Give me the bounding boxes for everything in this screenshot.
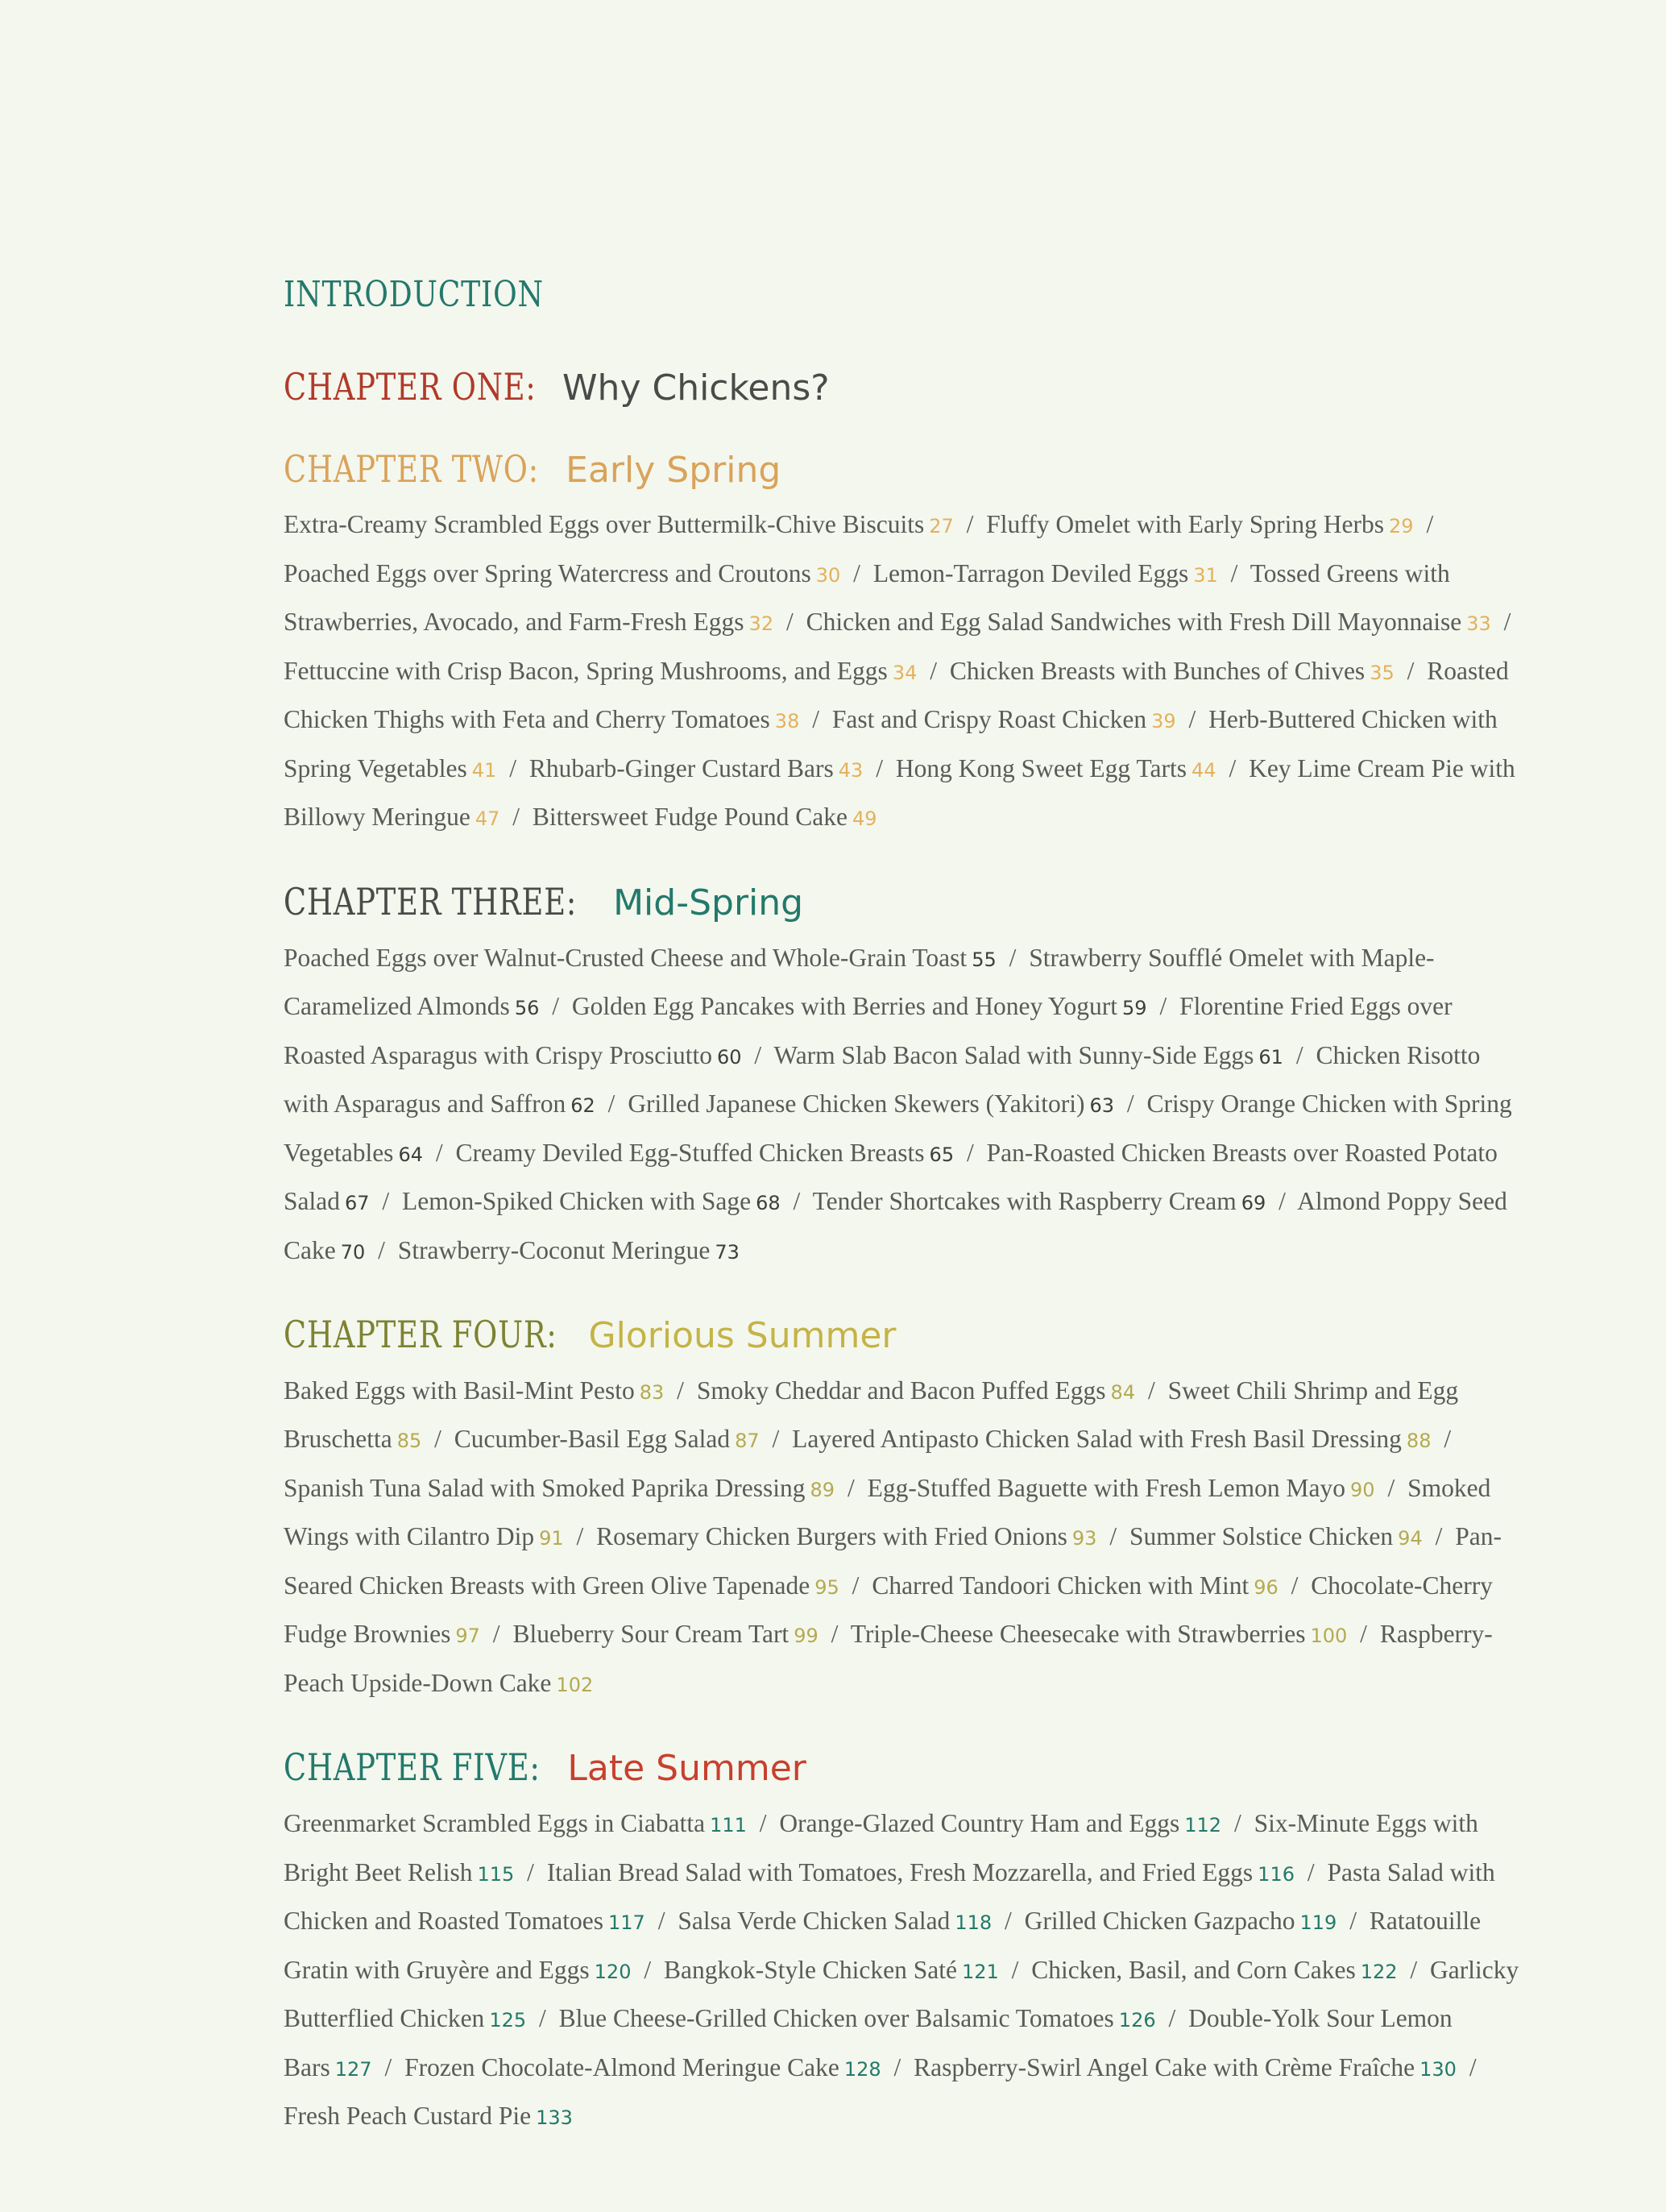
- recipe-separator: /: [847, 1473, 855, 1502]
- recipe-name: Garlicky Butterflied Chicken: [284, 1955, 1519, 2033]
- recipe-page-number: 102: [556, 1673, 594, 1696]
- recipe-page-number: 29: [1389, 515, 1414, 538]
- recipe-separator: /: [812, 705, 819, 734]
- recipe-name: Roasted Chicken Thighs with Feta and Cherry Tomatoes: [284, 656, 1509, 734]
- recipe-name: Blueberry Sour Cream Tart: [512, 1620, 789, 1649]
- chapter-heading: [284, 447, 1524, 492]
- recipe-page-number: 49: [852, 807, 877, 831]
- recipe-entry[interactable]: [873, 559, 1218, 587]
- recipe-entry[interactable]: [596, 1522, 1096, 1550]
- recipe-page-number: 94: [1398, 1527, 1423, 1550]
- recipe-page-number: 111: [710, 1814, 747, 1837]
- recipe-separator: /: [1307, 1857, 1315, 1886]
- recipe-separator: /: [552, 992, 559, 1021]
- recipe-entry[interactable]: [284, 510, 954, 538]
- recipe-name: Tossed Greens with Strawberries, Avocado, and Farm-Fresh Eggs: [284, 558, 1450, 637]
- recipe-separator: /: [876, 753, 883, 782]
- recipe-page-number: 32: [748, 612, 774, 636]
- recipe-name: Fast and Crispy Roast Chicken: [831, 705, 1147, 734]
- recipe-name: Chicken and Egg Salad Sandwiches with Fresh Dill Mayonnaise: [806, 608, 1462, 637]
- recipe-separator: /: [644, 1955, 652, 1984]
- recipe-separator: /: [1126, 1089, 1134, 1118]
- recipe-entry[interactable]: [402, 1187, 781, 1215]
- recipe-name: Chocolate-Cherry Fudge Brownies: [284, 1571, 1493, 1649]
- recipe-entry[interactable]: [792, 1425, 1431, 1453]
- recipe-separator: /: [527, 1857, 534, 1886]
- recipe-entry[interactable]: [529, 754, 863, 782]
- chapter-heading: [284, 880, 1524, 925]
- recipe-separator: /: [759, 1809, 767, 1838]
- recipe-entry[interactable]: [284, 1809, 747, 1837]
- recipe-page-number: 56: [514, 997, 540, 1020]
- recipe-name: Lemon-Tarragon Deviled Eggs: [872, 558, 1189, 587]
- recipe-page-number: 122: [1360, 1960, 1398, 1983]
- recipe-page-number: 65: [929, 1143, 955, 1166]
- recipe-list: [284, 1367, 1524, 1709]
- recipe-entry[interactable]: [404, 2053, 881, 2081]
- recipe-page-number: 69: [1241, 1192, 1266, 1215]
- recipe-page-number: 93: [1071, 1527, 1097, 1550]
- chapter-label: CHAPTER ONE:: [284, 364, 537, 409]
- recipe-list: [284, 935, 1524, 1276]
- recipe-name: Poached Eggs over Walnut-Crusted Cheese and Whole-Grain Toast: [284, 943, 968, 972]
- recipe-page-number: 55: [972, 948, 997, 971]
- chapter-list: [284, 365, 1524, 2142]
- recipe-entry[interactable]: [456, 1139, 955, 1167]
- recipe-separator: /: [434, 1425, 441, 1454]
- recipe-page-number: 33: [1466, 612, 1491, 636]
- recipe-separator: /: [1410, 1955, 1418, 1984]
- recipe-entry[interactable]: [806, 608, 1491, 636]
- recipe-name: Layered Antipasto Chicken Salad with Fresh Basil Dressing: [792, 1425, 1402, 1454]
- recipe-entry[interactable]: [547, 1858, 1295, 1886]
- recipe-entry[interactable]: [664, 1956, 999, 1984]
- recipe-page-number: 95: [814, 1575, 839, 1599]
- recipe-name: Florentine Fried Eggs over Roasted Asparagus with Crispy Prosciutto: [284, 992, 1453, 1069]
- chapter-heading: [284, 1745, 1524, 1791]
- recipe-separator: /: [382, 1187, 390, 1216]
- recipe-separator: /: [966, 1138, 974, 1167]
- recipe-entry[interactable]: [697, 1376, 1135, 1405]
- recipe-page-number: 127: [334, 2057, 372, 2081]
- recipe-entry[interactable]: [284, 1376, 664, 1405]
- recipe-separator: /: [930, 656, 938, 685]
- recipe-entry[interactable]: [872, 1571, 1278, 1600]
- chapter-label: CHAPTER FOUR:: [284, 1313, 557, 1357]
- recipe-separator: /: [1426, 510, 1434, 539]
- recipe-list: [284, 1800, 1524, 2142]
- chapter-section: [284, 365, 1524, 410]
- recipe-page-number: 87: [735, 1430, 760, 1453]
- recipe-separator: /: [1159, 992, 1167, 1021]
- recipe-page-number: 125: [489, 2009, 527, 2032]
- chapter-label: CHAPTER FIVE:: [284, 1745, 541, 1790]
- recipe-name: Fresh Peach Custard Pie: [284, 2102, 532, 2131]
- recipe-name: Chicken Risotto with Asparagus and Saffron: [284, 1040, 1481, 1118]
- recipe-page-number: 47: [475, 807, 500, 831]
- recipe-name: Cucumber-Basil Egg Salad: [454, 1425, 731, 1454]
- recipe-entry[interactable]: [868, 1474, 1375, 1502]
- chapter-heading: [284, 1313, 1524, 1358]
- chapter-subtitle: Why Chickens?: [562, 367, 830, 409]
- recipe-name: Greenmarket Scrambled Eggs in Ciabatta: [284, 1809, 706, 1838]
- recipe-name: Tender Shortcakes with Raspberry Cream: [812, 1187, 1237, 1216]
- recipe-separator: /: [793, 1187, 801, 1216]
- recipe-name: Lemon-Spiked Chicken with Sage: [402, 1187, 752, 1216]
- recipe-separator: /: [1503, 608, 1511, 637]
- recipe-name: Double-Yolk Sour Lemon Bars: [284, 2004, 1453, 2081]
- recipe-separator: /: [1407, 656, 1415, 685]
- recipe-page-number: 60: [716, 1045, 742, 1069]
- recipe-entry[interactable]: [284, 1474, 835, 1502]
- recipe-page-number: 84: [1110, 1380, 1136, 1404]
- recipe-name: Blue Cheese-Grilled Chicken over Balsamic Tomatoes: [558, 2004, 1114, 2033]
- recipe-separator: /: [852, 1571, 860, 1600]
- recipe-separator: /: [1360, 1620, 1367, 1649]
- recipe-page-number: 62: [570, 1094, 595, 1118]
- recipe-page-number: 61: [1258, 1045, 1283, 1069]
- recipe-page-number: 31: [1193, 563, 1218, 587]
- recipe-page-number: 67: [344, 1192, 370, 1215]
- recipe-separator: /: [1291, 1571, 1299, 1600]
- chapter-label: CHAPTER THREE:: [284, 879, 578, 923]
- recipe-name: Golden Egg Pancakes with Berries and Honey Yogurt: [571, 992, 1118, 1021]
- recipe-name: Hong Kong Sweet Egg Tarts: [895, 753, 1187, 782]
- recipe-separator: /: [384, 2052, 392, 2081]
- recipe-separator: /: [1188, 705, 1196, 734]
- recipe-page-number: 133: [536, 2106, 573, 2130]
- recipe-page-number: 91: [539, 1527, 564, 1550]
- recipe-page-number: 73: [715, 1240, 740, 1264]
- recipe-name: Almond Poppy Seed Cake: [284, 1187, 1507, 1264]
- recipe-entry[interactable]: [284, 559, 840, 587]
- recipe-page-number: 115: [477, 1862, 515, 1886]
- chapter-section: [284, 880, 1524, 1276]
- recipe-entry[interactable]: [533, 803, 877, 831]
- recipe-page-number: 116: [1258, 1862, 1295, 1886]
- recipe-name: Baked Eggs with Basil-Mint Pesto: [284, 1376, 635, 1405]
- recipe-page-number: 96: [1254, 1575, 1279, 1599]
- recipe-page-number: 120: [594, 1960, 632, 1983]
- recipe-entry[interactable]: [628, 1089, 1114, 1118]
- recipe-page-number: 97: [455, 1625, 480, 1648]
- chapter-section: [284, 1313, 1524, 1708]
- recipe-name: Strawberry Soufflé Omelet with Maple-Caramelized Almonds: [284, 943, 1435, 1021]
- recipe-entry[interactable]: [1025, 1907, 1337, 1935]
- recipe-entry[interactable]: [779, 1809, 1221, 1837]
- recipe-name: Bangkok-Style Chicken Saté: [663, 1955, 957, 1984]
- recipe-page-number: 117: [608, 1911, 645, 1935]
- chapter-subtitle: Mid-Spring: [613, 882, 804, 923]
- recipe-page-number: 34: [892, 661, 918, 684]
- recipe-name: Italian Bread Salad with Tomatoes, Fresh Mozzarella, and Fried Eggs: [546, 1857, 1254, 1886]
- recipe-entry[interactable]: [678, 1907, 992, 1935]
- recipe-entry[interactable]: [773, 1041, 1283, 1069]
- chapter-subtitle: Early Spring: [566, 449, 781, 491]
- recipe-separator: /: [1349, 1907, 1357, 1936]
- introduction-heading: INTRODUCTION: [284, 274, 544, 315]
- recipe-name: Pan-Seared Chicken Breasts with Green Olive Tapenade: [284, 1522, 1502, 1600]
- recipe-separator: /: [1229, 753, 1237, 782]
- recipe-page-number: 118: [955, 1911, 993, 1935]
- recipe-page-number: 41: [471, 758, 497, 782]
- recipe-page-number: 119: [1299, 1911, 1337, 1935]
- recipe-page-number: 30: [815, 563, 841, 587]
- recipe-entry[interactable]: [454, 1425, 760, 1453]
- recipe-entry[interactable]: [896, 754, 1216, 782]
- recipe-separator: /: [893, 2052, 901, 2081]
- recipe-name: Grilled Japanese Chicken Skewers (Yakitori): [628, 1089, 1085, 1118]
- recipe-name: Rosemary Chicken Burgers with Fried Onions: [596, 1522, 1067, 1551]
- chapter-subtitle: Late Summer: [567, 1748, 806, 1790]
- recipe-name: Creamy Deviled Egg-Stuffed Chicken Breasts: [455, 1138, 925, 1167]
- recipe-page-number: 100: [1310, 1625, 1348, 1648]
- recipe-name: Warm Slab Bacon Salad with Sunny-Side Eggs: [773, 1040, 1254, 1069]
- recipe-name: Frozen Chocolate-Almond Meringue Cake: [404, 2052, 839, 2081]
- recipe-name: Sweet Chili Shrimp and Egg Bruschetta: [284, 1376, 1459, 1454]
- recipe-name: Chicken, Basil, and Corn Cakes: [1031, 1955, 1356, 1984]
- recipe-name: Smoky Cheddar and Bacon Puffed Eggs: [696, 1376, 1106, 1405]
- recipe-separator: /: [1469, 2052, 1477, 2081]
- recipe-name: Extra-Creamy Scrambled Eggs over Buttermilk-Chive Biscuits: [284, 510, 925, 539]
- recipe-name: Pan-Roasted Chicken Breasts over Roasted Potato Salad: [284, 1138, 1498, 1216]
- recipe-separator: /: [1147, 1376, 1155, 1405]
- recipe-page-number: 38: [774, 710, 800, 733]
- recipe-separator: /: [1233, 1809, 1241, 1838]
- recipe-page-number: 130: [1419, 2057, 1457, 2081]
- recipe-separator: /: [1387, 1473, 1395, 1502]
- recipe-separator: /: [435, 1138, 443, 1167]
- recipe-page-number: 88: [1406, 1430, 1432, 1453]
- recipe-name: Salsa Verde Chicken Salad: [678, 1907, 951, 1936]
- recipe-page-number: 68: [756, 1192, 781, 1215]
- recipe-name: Key Lime Cream Pie with Billowy Meringue: [284, 753, 1515, 832]
- recipe-page-number: 99: [794, 1625, 818, 1648]
- recipe-name: Bittersweet Fudge Pound Cake: [532, 803, 848, 832]
- recipe-name: Triple-Cheese Cheesecake with Strawberries: [850, 1620, 1306, 1649]
- recipe-name: Orange-Glazed Country Ham and Eggs: [779, 1809, 1180, 1838]
- recipe-separator: /: [677, 1376, 684, 1405]
- recipe-separator: /: [1230, 558, 1238, 587]
- recipe-page-number: 39: [1151, 710, 1176, 733]
- recipe-name: Smoked Wings with Cilantro Dip: [284, 1473, 1491, 1551]
- recipe-name: Egg-Stuffed Baguette with Fresh Lemon Mayo: [867, 1473, 1346, 1502]
- recipe-page-number: 85: [396, 1430, 422, 1453]
- recipe-name: Raspberry-Peach Upside-Down Cake: [284, 1620, 1493, 1697]
- recipe-page-number: 83: [639, 1380, 665, 1404]
- recipe-separator: /: [831, 1620, 839, 1649]
- recipe-name: Poached Eggs over Spring Watercress and Croutons: [284, 558, 811, 587]
- recipe-separator: /: [1011, 1955, 1019, 1984]
- chapter-section: [284, 1745, 1524, 2141]
- recipe-page-number: 27: [929, 515, 954, 538]
- recipe-page-number: 35: [1370, 661, 1395, 684]
- recipe-separator: /: [378, 1235, 385, 1264]
- recipe-separator: /: [772, 1425, 780, 1454]
- recipe-separator: /: [607, 1089, 615, 1118]
- recipe-entry[interactable]: [284, 657, 917, 685]
- recipe-entry[interactable]: [398, 1236, 740, 1264]
- recipe-separator: /: [657, 1907, 665, 1936]
- recipe-entry[interactable]: [284, 944, 997, 972]
- recipe-name: Rhubarb-Ginger Custard Bars: [528, 753, 834, 782]
- recipe-page-number: 126: [1118, 2009, 1156, 2032]
- recipe-name: Grilled Chicken Gazpacho: [1024, 1907, 1295, 1936]
- recipe-list: [284, 501, 1524, 843]
- recipe-name: Fluffy Omelet with Early Spring Herbs: [986, 510, 1385, 539]
- recipe-entry[interactable]: [813, 1187, 1266, 1215]
- recipe-entry[interactable]: [832, 705, 1176, 733]
- recipe-separator: /: [539, 2004, 546, 2033]
- recipe-name: Fettuccine with Crisp Bacon, Spring Mushrooms, and Eggs: [284, 656, 888, 685]
- recipe-name: Strawberry-Coconut Meringue: [397, 1235, 711, 1264]
- recipe-separator: /: [1109, 1522, 1117, 1551]
- recipe-separator: /: [509, 753, 516, 782]
- recipe-separator: /: [492, 1620, 500, 1649]
- recipe-page-number: 70: [340, 1240, 366, 1264]
- recipe-entry[interactable]: [572, 992, 1147, 1020]
- recipe-name: Pasta Salad with Chicken and Roasted Tomatoes: [284, 1857, 1495, 1936]
- recipe-name: Ratatouille Gratin with Gruyère and Eggs: [284, 1907, 1482, 1984]
- recipe-name: Summer Solstice Chicken: [1129, 1522, 1394, 1551]
- recipe-name: Raspberry-Swirl Angel Cake with Crème Fraîche: [914, 2052, 1415, 2081]
- recipe-entry[interactable]: [914, 2053, 1457, 2081]
- recipe-entry[interactable]: [851, 1620, 1348, 1648]
- table-of-contents: [284, 274, 1524, 2179]
- recipe-page-number: 59: [1122, 997, 1147, 1020]
- recipe-name: Six-Minute Eggs with Bright Beet Relish: [284, 1809, 1478, 1886]
- recipe-page-number: 112: [1184, 1814, 1222, 1837]
- recipe-separator: /: [1295, 1040, 1303, 1069]
- recipe-name: Crispy Orange Chicken with Spring Vegetables: [284, 1089, 1512, 1167]
- recipe-separator: /: [512, 803, 520, 832]
- recipe-page-number: 44: [1191, 758, 1216, 782]
- recipe-name: Charred Tandoori Chicken with Mint: [872, 1571, 1250, 1600]
- recipe-page-number: 63: [1089, 1094, 1115, 1118]
- recipe-separator: /: [966, 510, 974, 539]
- recipe-separator: /: [754, 1040, 762, 1069]
- recipe-entry[interactable]: [1031, 1956, 1397, 1984]
- recipe-name: Spanish Tuna Salad with Smoked Paprika Dressing: [284, 1473, 806, 1502]
- recipe-entry[interactable]: [950, 657, 1395, 685]
- recipe-entry[interactable]: [512, 1620, 818, 1648]
- chapter-subtitle: Glorious Summer: [588, 1315, 897, 1357]
- recipe-name: Herb-Buttered Chicken with Spring Vegetables: [284, 705, 1498, 782]
- chapter-label: CHAPTER TWO:: [284, 446, 539, 491]
- recipe-separator: /: [1279, 1187, 1286, 1216]
- recipe-separator: /: [576, 1522, 584, 1551]
- recipe-separator: /: [853, 558, 860, 587]
- recipe-separator: /: [785, 608, 794, 637]
- recipe-entry[interactable]: [559, 2004, 1156, 2032]
- recipe-separator: /: [1005, 1907, 1012, 1936]
- recipe-separator: /: [1009, 943, 1017, 972]
- recipe-page-number: 43: [838, 758, 864, 782]
- recipe-page-number: 128: [843, 2057, 881, 2081]
- recipe-name: Chicken Breasts with Bunches of Chives: [949, 656, 1366, 685]
- recipe-entry[interactable]: [284, 2102, 573, 2130]
- recipe-separator: /: [1444, 1425, 1452, 1454]
- recipe-page-number: 121: [961, 1960, 999, 1983]
- recipe-entry[interactable]: [1129, 1522, 1423, 1550]
- recipe-page-number: 89: [810, 1478, 835, 1501]
- recipe-page-number: 90: [1350, 1478, 1375, 1501]
- recipe-separator: /: [1168, 2004, 1176, 2033]
- chapter-section: [284, 447, 1524, 843]
- recipe-entry[interactable]: [986, 510, 1413, 538]
- recipe-separator: /: [1435, 1522, 1443, 1551]
- recipe-page-number: 64: [398, 1143, 423, 1166]
- chapter-heading: [284, 365, 1524, 410]
